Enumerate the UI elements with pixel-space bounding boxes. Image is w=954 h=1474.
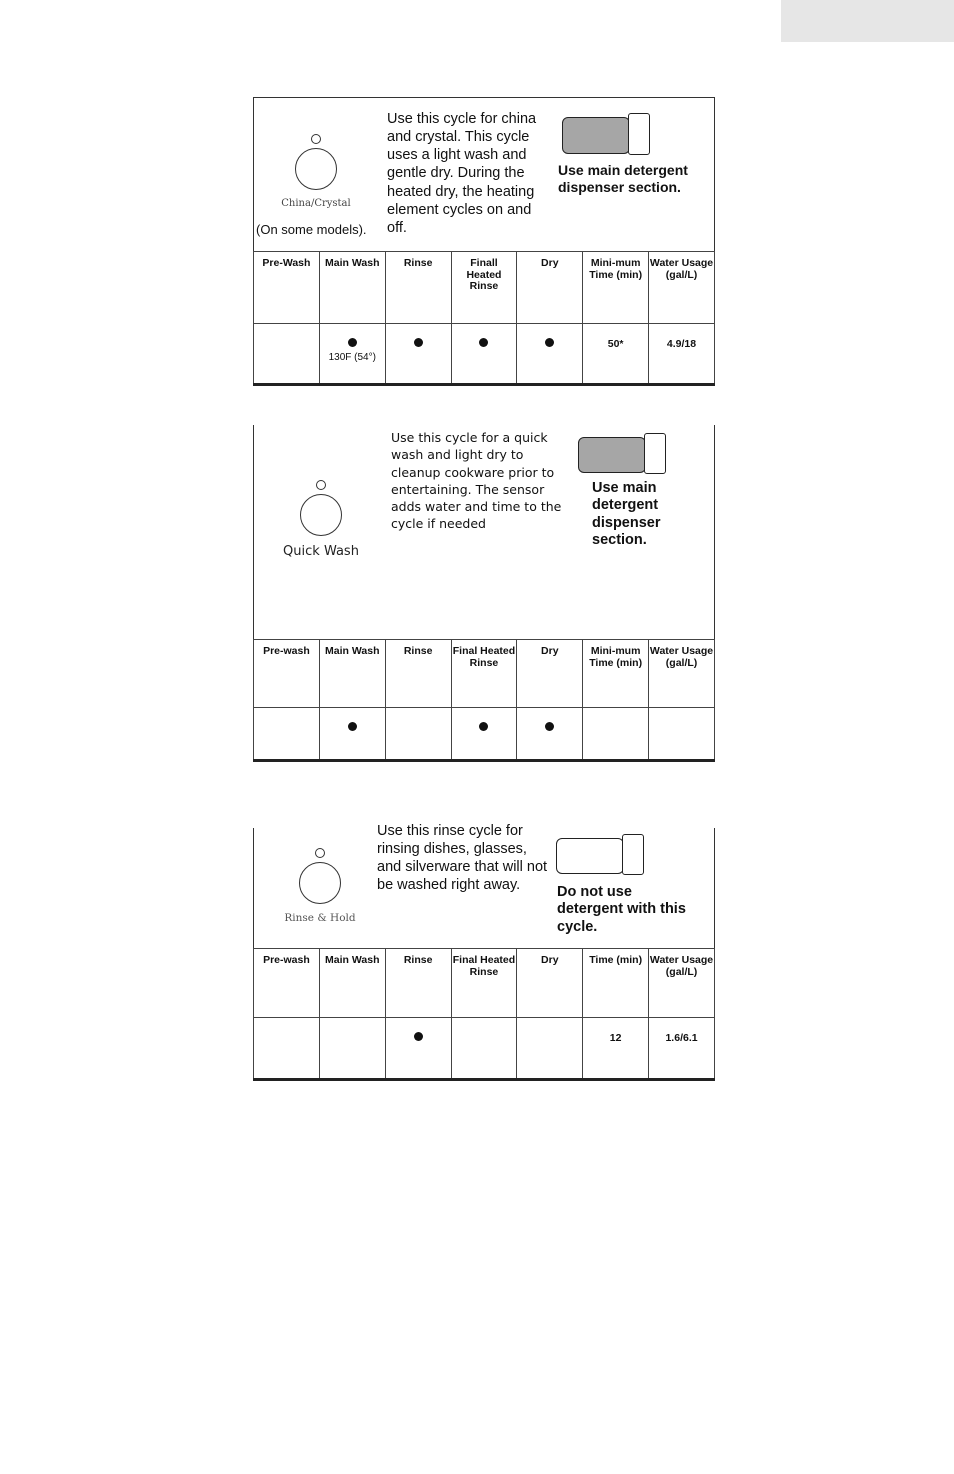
col-final-heated-rinse: Final Heated Rinse bbox=[451, 949, 517, 1018]
cycle-dial-icon bbox=[299, 862, 341, 904]
col-water: Water Usage (gal/L) bbox=[649, 640, 715, 708]
cell-rinse bbox=[385, 1018, 451, 1080]
bullet-icon bbox=[545, 338, 554, 347]
col-water: Water Usage (gal/L) bbox=[649, 949, 715, 1018]
col-prewash: Pre-wash bbox=[254, 949, 320, 1018]
bullet-icon bbox=[545, 722, 554, 731]
cycle-panel-china-crystal bbox=[253, 97, 715, 386]
cell-dry bbox=[517, 324, 583, 385]
page-corner-tab bbox=[781, 0, 954, 42]
cell-water: 4.9/18 bbox=[649, 324, 715, 385]
col-dry: Dry bbox=[517, 949, 583, 1018]
col-prewash: Pre-wash bbox=[254, 640, 320, 708]
col-time: Mini-mum Time (min) bbox=[583, 252, 649, 324]
cell-time: 12 bbox=[583, 1018, 649, 1080]
col-final-heated-rinse: Finall Heated Rinse bbox=[451, 252, 517, 324]
detergent-note: Use main detergent dispenser section. bbox=[592, 480, 661, 549]
cycle-table bbox=[253, 639, 715, 762]
cycle-description: Use this rinse cycle for rinsing dishes, glasses, and silverware that will not be washed right away. bbox=[377, 823, 548, 894]
cycle-knob bbox=[278, 134, 354, 209]
indicator-light-icon bbox=[315, 848, 325, 858]
col-rinse: Rinse bbox=[385, 640, 451, 708]
dispenser-lid-icon bbox=[628, 113, 650, 155]
cycle-info bbox=[253, 823, 715, 948]
col-time: Mini-mum Time (min) bbox=[583, 640, 649, 708]
col-main-wash: Main Wash bbox=[319, 949, 385, 1018]
cycle-dial-icon bbox=[295, 148, 337, 190]
cell-dry bbox=[517, 708, 583, 761]
cell-rinse bbox=[385, 708, 451, 761]
bullet-icon bbox=[348, 722, 357, 731]
col-main-wash: Main Wash bbox=[319, 640, 385, 708]
detergent-dispenser-icon bbox=[556, 838, 624, 874]
col-rinse: Rinse bbox=[385, 252, 451, 324]
cell-final-heated-rinse bbox=[451, 324, 517, 385]
cycle-knob bbox=[276, 480, 366, 559]
cell-rinse bbox=[385, 324, 451, 385]
cycle-dial-icon bbox=[300, 494, 342, 536]
dispenser-lid-icon bbox=[644, 433, 666, 474]
col-dry: Dry bbox=[517, 252, 583, 324]
col-time: Time (min) bbox=[583, 949, 649, 1018]
cell-time bbox=[583, 708, 649, 761]
cell-final-heated-rinse bbox=[451, 1018, 517, 1080]
cell-time: 50* bbox=[583, 324, 649, 385]
cycle-table bbox=[253, 948, 715, 1081]
bullet-icon bbox=[479, 338, 488, 347]
cycle-name: Rinse & Hold bbox=[284, 912, 356, 924]
indicator-light-icon bbox=[311, 134, 321, 144]
bullet-icon bbox=[479, 722, 488, 731]
bullet-icon bbox=[414, 1032, 423, 1041]
dispenser-lid-icon bbox=[622, 834, 644, 875]
col-water: Water Usage (gal/L) bbox=[649, 252, 715, 324]
cell-prewash bbox=[254, 708, 320, 761]
cycle-panel-quick-wash bbox=[253, 425, 715, 762]
cell-prewash bbox=[254, 324, 320, 385]
col-main-wash: Main Wash bbox=[319, 252, 385, 324]
bullet-icon bbox=[414, 338, 423, 347]
cell-main-wash bbox=[319, 1018, 385, 1080]
detergent-dispenser-icon bbox=[578, 437, 646, 473]
cycle-info bbox=[253, 97, 715, 251]
cycle-name: China/Crystal bbox=[281, 198, 351, 209]
col-rinse: Rinse bbox=[385, 949, 451, 1018]
cell-main-wash bbox=[319, 708, 385, 761]
cycle-panel-rinse-hold bbox=[253, 823, 715, 1081]
detergent-note: Do not use detergent with this cycle. bbox=[557, 884, 686, 935]
col-dry: Dry bbox=[517, 640, 583, 708]
indicator-light-icon bbox=[316, 480, 326, 490]
model-footnote: (On some models). bbox=[256, 222, 367, 237]
cell-dry bbox=[517, 1018, 583, 1080]
detergent-note: Use main detergent dispenser section. bbox=[558, 162, 688, 195]
cell-water bbox=[649, 708, 715, 761]
cell-final-heated-rinse bbox=[451, 708, 517, 761]
col-final-heated-rinse: Final Heated Rinse bbox=[451, 640, 517, 708]
cell-water: 1.6/6.1 bbox=[649, 1018, 715, 1080]
cycle-info bbox=[253, 425, 715, 639]
col-prewash: Pre-Wash bbox=[254, 252, 320, 324]
cycle-table bbox=[253, 251, 715, 386]
cycle-description: Use this cycle for a quick wash and light dry to cleanup cookware prior to entertaining. The sensor adds water and time to the cycle if needed bbox=[391, 430, 562, 532]
cell-prewash bbox=[254, 1018, 320, 1080]
cycle-knob bbox=[280, 848, 360, 924]
cell-main-wash bbox=[319, 324, 385, 385]
cycle-description: Use this cycle for china and crystal. This cycle uses a light wash and gentle dry. During the heated dry, the heating element cycles on and off. bbox=[387, 111, 537, 236]
bullet-icon bbox=[348, 338, 357, 347]
main-wash-temp: 130F (54°) bbox=[328, 352, 376, 363]
detergent-dispenser-icon bbox=[562, 117, 630, 154]
cycle-name: Quick Wash bbox=[283, 544, 359, 559]
